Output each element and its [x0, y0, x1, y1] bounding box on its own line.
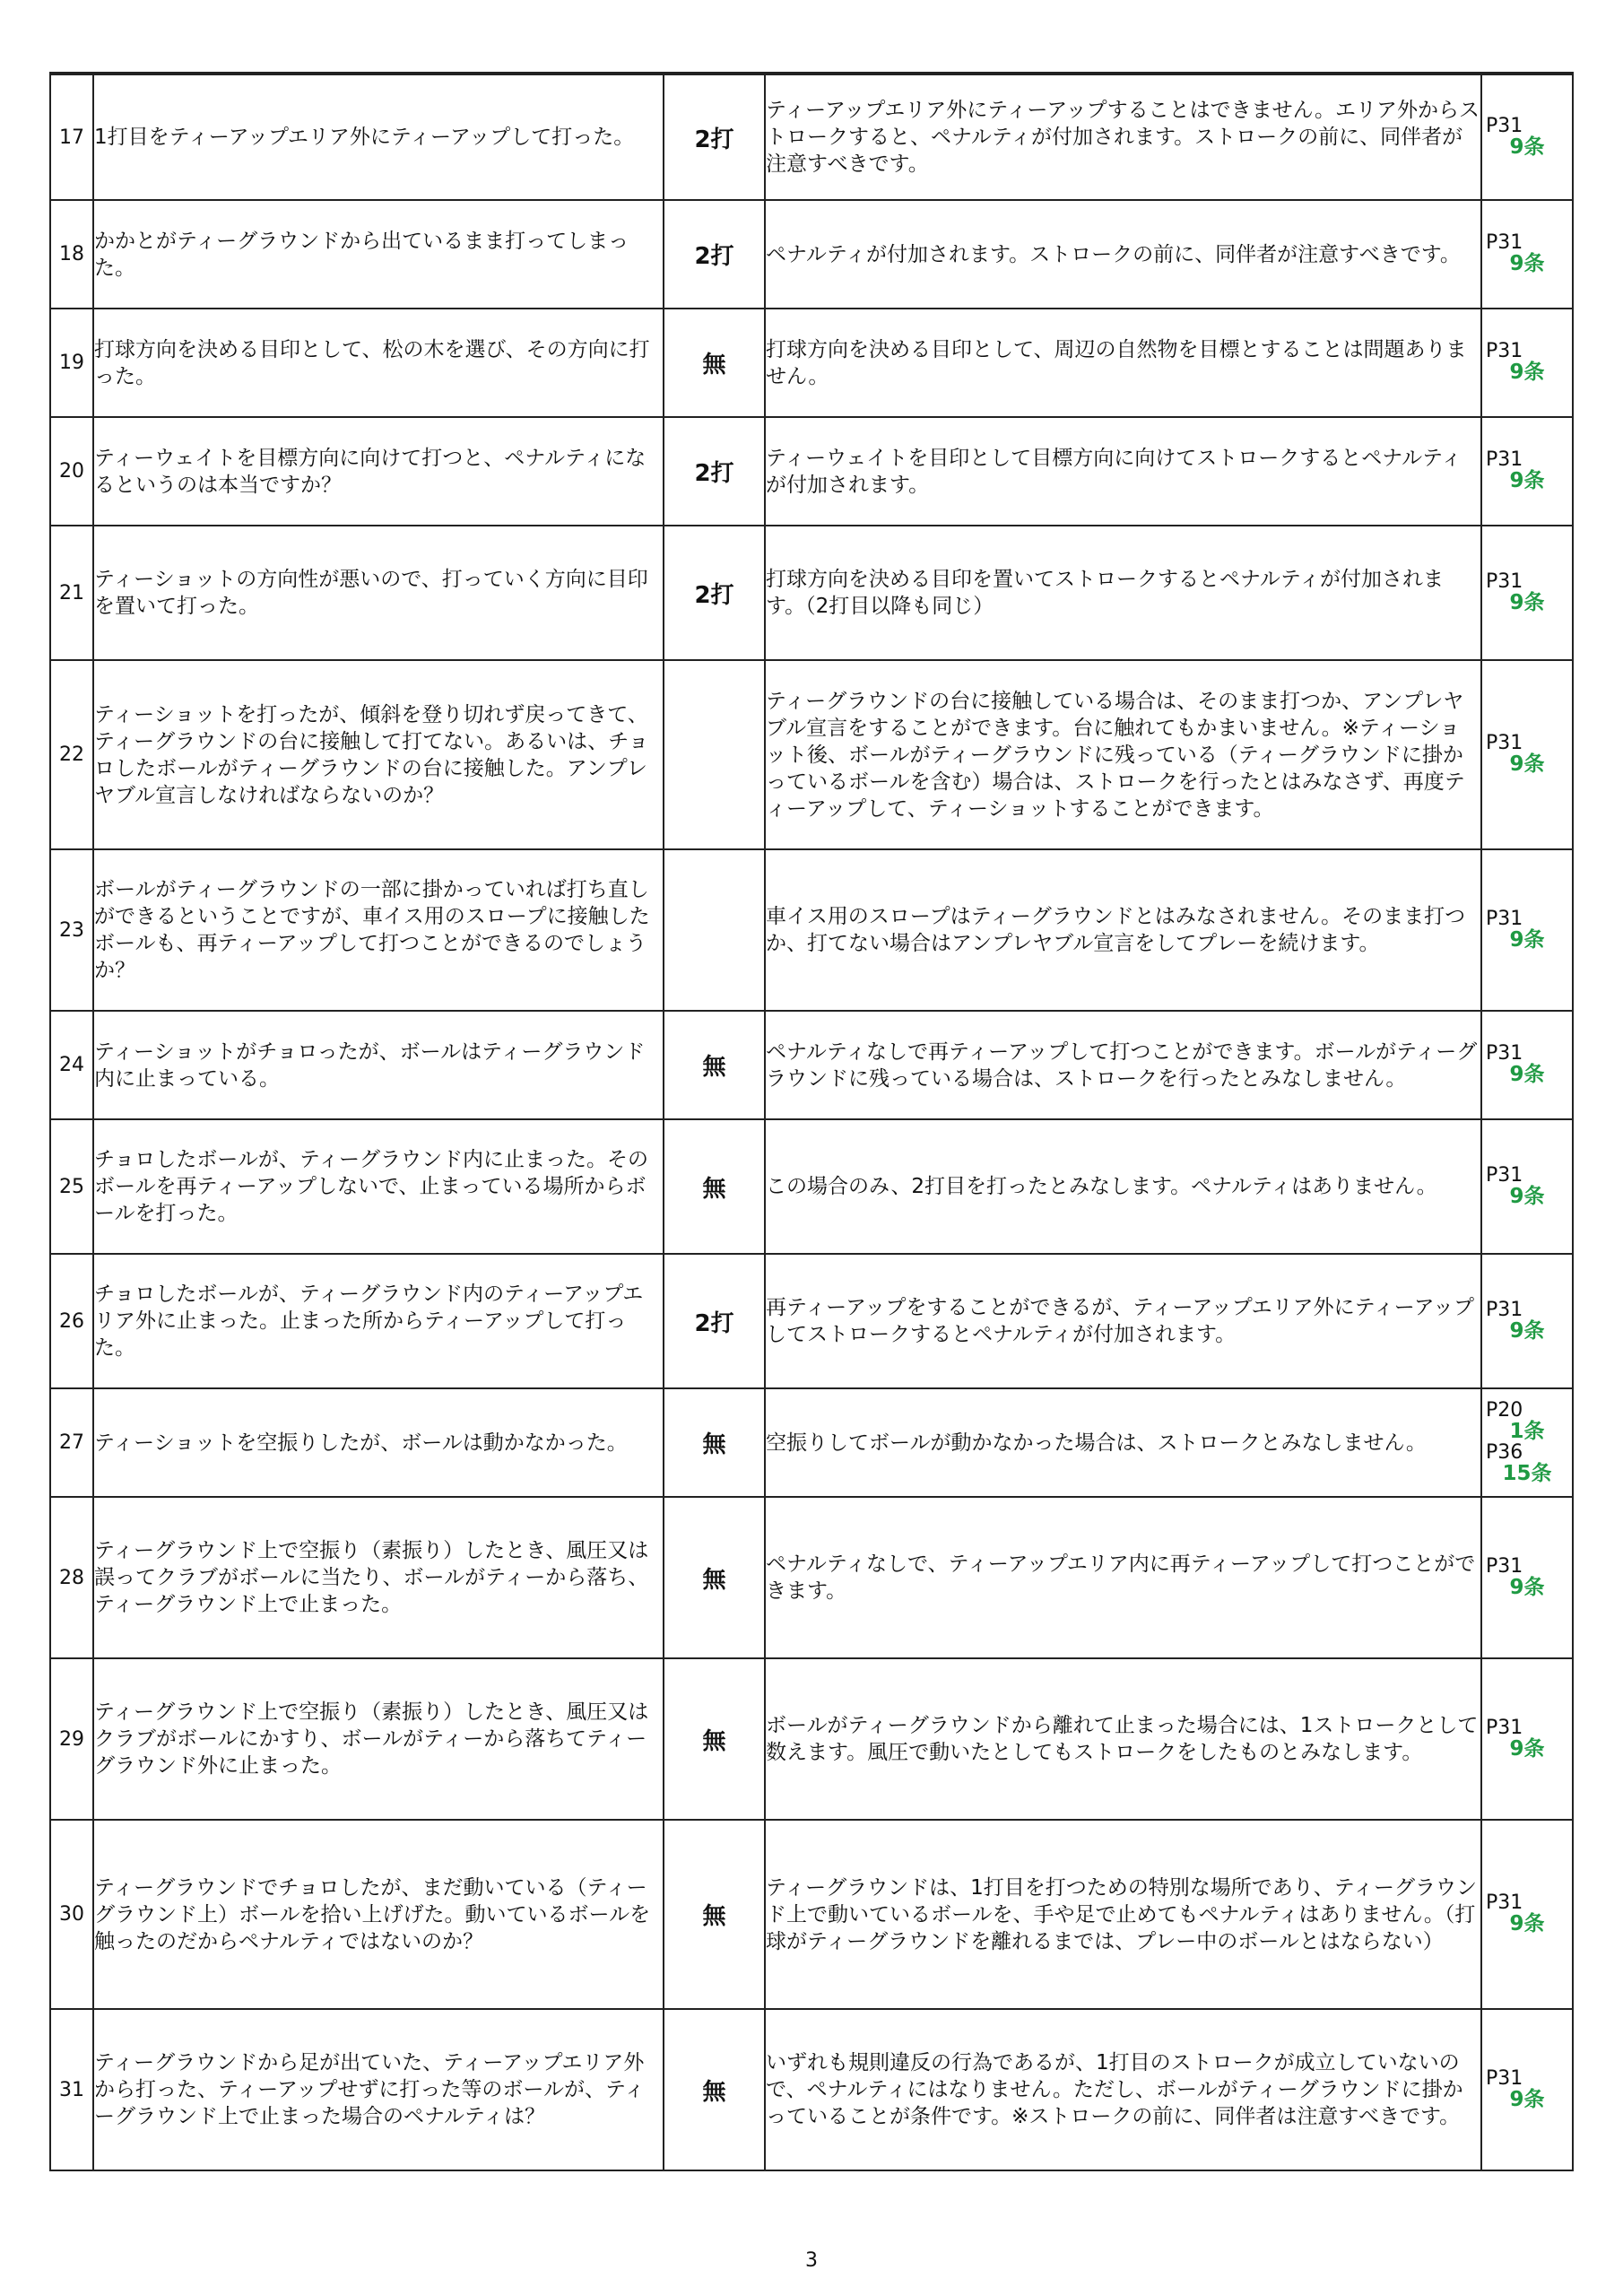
- reference-cell: [1481, 74, 1573, 200]
- reference-article: 9条: [1509, 135, 1545, 159]
- reference-article: 9条: [1509, 2087, 1545, 2111]
- table-row: [50, 1658, 1573, 1820]
- penalty-cell: 無: [664, 309, 765, 417]
- page-number: 3: [805, 2249, 818, 2272]
- question-cell: ティーショットを打ったが、傾斜を登り切れず戻ってきて、ティーグラウンドの台に接触して打てない。あるいは、チョロしたボールがティーグラウンドの台に接触した。アンプレヤブル宣言しなければならないのか？: [93, 660, 664, 849]
- answer-cell: いずれも規則違反の行為であるが、1打目のストロークが成立していないので、ペナルティにはなりません。ただし、ボールがティーグラウンドに掛かっていることが条件です。※ストロークの前に、同伴者は注意すべきです。: [765, 2009, 1481, 2170]
- table-row: [50, 526, 1573, 660]
- row-number: 17: [50, 74, 93, 200]
- reference: [1482, 1398, 1572, 1443]
- reference: [1482, 1440, 1572, 1485]
- reference: [1482, 572, 1572, 614]
- reference-article: 9条: [1509, 1184, 1545, 1208]
- question-cell: 1打目をティーアップエリア外にティーアップして打った。: [93, 74, 664, 200]
- penalty-cell: [664, 849, 765, 1011]
- reference-cell: [1481, 1119, 1573, 1254]
- reference-article: 1条: [1509, 1419, 1545, 1443]
- rules-table: [49, 72, 1574, 2171]
- reference-page: P31: [1486, 570, 1523, 593]
- question-cell: チョロしたボールが、ティーグラウンド内に止まった。そのボールを再ティーアップしないで、止まっている場所からボールを打った。: [93, 1119, 664, 1254]
- answer-cell: ペナルティなしで、ティーアップエリア内に再ティーアップして打つことができます。: [765, 1497, 1481, 1658]
- row-number: 21: [50, 526, 93, 660]
- table-row: [50, 2009, 1573, 2170]
- reference-cell: [1481, 526, 1573, 660]
- row-number: 30: [50, 1820, 93, 2009]
- reference-page: P31: [1486, 114, 1523, 137]
- penalty-cell: 2打: [664, 200, 765, 309]
- table-row: [50, 1011, 1573, 1119]
- reference-article: 9条: [1509, 1063, 1545, 1086]
- answer-cell: 打球方向を決める目印として、周辺の自然物を目標とすることは問題ありません。: [765, 309, 1481, 417]
- reference: [1482, 342, 1572, 384]
- reference-article: 9条: [1509, 469, 1545, 492]
- table-row: [50, 1388, 1573, 1497]
- row-number: 20: [50, 417, 93, 526]
- reference-page: P31: [1486, 1042, 1523, 1065]
- penalty-cell: 2打: [664, 74, 765, 200]
- answer-cell: ペナルティなしで再ティーアップして打つことができます。ボールがティーグラウンドに残っている場合は、ストロークを行ったとみなしません。: [765, 1011, 1481, 1119]
- reference-cell: [1481, 1254, 1573, 1388]
- answer-cell: 車イス用のスロープはティーグラウンドとはみなされません。そのまま打つか、打てない場合はアンプレヤブル宣言をしてプレーを続けます。: [765, 849, 1481, 1011]
- reference-cell: [1481, 1820, 1573, 2009]
- row-number: 22: [50, 660, 93, 849]
- penalty-cell: 無: [664, 1119, 765, 1254]
- reference: [1482, 2066, 1572, 2111]
- reference-page: P31: [1486, 1298, 1523, 1321]
- reference-article: 9条: [1509, 752, 1545, 776]
- question-cell: ティーショットがチョロったが、ボールはティーグラウンド内に止まっている。: [93, 1011, 664, 1119]
- reference-cell: [1481, 200, 1573, 309]
- answer-cell: ティーアップエリア外にティーアップすることはできません。エリア外からストロークすると、ペナルティが付加されます。ストロークの前に、同伴者が注意すべきです。: [765, 74, 1481, 200]
- penalty-cell: 無: [664, 1497, 765, 1658]
- table-row: [50, 309, 1573, 417]
- question-cell: ティーショットを空振りしたが、ボールは動かなかった。: [93, 1388, 664, 1497]
- row-number: 31: [50, 2009, 93, 2170]
- reference-article: 9条: [1509, 1912, 1545, 1935]
- row-number: 24: [50, 1011, 93, 1119]
- reference: [1482, 114, 1572, 159]
- question-cell: ティーショットの方向性が悪いので、打っていく方向に目印を置いて打った。: [93, 526, 664, 660]
- penalty-cell: 2打: [664, 526, 765, 660]
- table-row: [50, 849, 1573, 1011]
- table-row: [50, 1497, 1573, 1658]
- reference-page: P31: [1486, 231, 1523, 254]
- reference-cell: [1481, 1388, 1573, 1497]
- reference: [1482, 1554, 1572, 1599]
- reference-cell: [1481, 1658, 1573, 1820]
- answer-cell: 空振りしてボールが動かなかった場合は、ストロークとみなしません。: [765, 1388, 1481, 1497]
- question-cell: かかとがティーグラウンドから出ているまま打ってしまった。: [93, 200, 664, 309]
- reference-page: P31: [1486, 2066, 1523, 2090]
- reference-page: P20: [1486, 1398, 1523, 1422]
- row-number: 26: [50, 1254, 93, 1388]
- answer-cell: 打球方向を決める目印を置いてストロークするとペナルティが付加されます。（2打目以降も同じ）: [765, 526, 1481, 660]
- row-number: 25: [50, 1119, 93, 1254]
- reference-page: P31: [1486, 732, 1523, 754]
- question-cell: ティーグラウンドでチョロしたが、まだ動いている（ティーグラウンド上）ボールを拾い上げげた。動いているボールを触ったのだからペナルティではないのか？: [93, 1820, 664, 2009]
- question-cell: ボールがティーグラウンドの一部に掛かっていれば打ち直しができるということですが、車イス用のスロープに接触したボールも、再ティーアップして打つことができるのでしょうか？: [93, 849, 664, 1011]
- question-cell: 打球方向を決める目印として、松の木を選び、その方向に打った。: [93, 309, 664, 417]
- penalty-cell: 無: [664, 1820, 765, 2009]
- reference-page: P31: [1486, 1892, 1523, 1914]
- answer-cell: 再ティーアップをすることができるが、ティーアップエリア外にティーアップしてストロークするとペナルティが付加されます。: [765, 1254, 1481, 1388]
- question-cell: ティーウェイトを目標方向に向けて打つと、ペナルティになるというのは本当ですか？: [93, 417, 664, 526]
- reference: [1482, 1718, 1572, 1761]
- reference-page: P31: [1486, 1163, 1523, 1187]
- reference-cell: [1481, 2009, 1573, 2170]
- reference: [1482, 1044, 1572, 1086]
- reference: [1482, 909, 1572, 952]
- penalty-cell: 無: [664, 1388, 765, 1497]
- table-row: [50, 1820, 1573, 2009]
- table-row: [50, 660, 1573, 849]
- reference: [1482, 233, 1572, 275]
- reference-cell: [1481, 309, 1573, 417]
- penalty-cell: 無: [664, 1011, 765, 1119]
- table-row: [50, 200, 1573, 309]
- question-cell: チョロしたボールが、ティーグラウンド内のティーアップエリア外に止まった。止まった所からティーアップして打った。: [93, 1254, 664, 1388]
- reference-page: P31: [1486, 448, 1523, 471]
- penalty-cell: 無: [664, 1658, 765, 1820]
- question-cell: ティーグラウンドから足が出ていた、ティーアップエリア外から打った、ティーアップせずに打った等のボールが、ティーグラウンド上で止まった場合のペナルティは？: [93, 2009, 664, 2170]
- reference-page: P31: [1486, 907, 1523, 930]
- answer-cell: ティーグラウンドは、1打目を打つための特別な場所であり、ティーグラウンド上で動いているボールを、手や足で止めてもペナルティはありません。（打球がティーグラウンドを離れるまでは、プレー中のボールとはならない）: [765, 1820, 1481, 2009]
- reference: [1482, 450, 1572, 492]
- table-row: [50, 74, 1573, 200]
- reference-cell: [1481, 1497, 1573, 1658]
- table-row: [50, 417, 1573, 526]
- question-cell: ティーグラウンド上で空振り（素振り）したとき、風圧又はクラブがボールにかすり、ボールがティーから落ちてティーグラウンド外に止まった。: [93, 1658, 664, 1820]
- reference-article: 9条: [1509, 252, 1545, 275]
- table-row: [50, 1254, 1573, 1388]
- reference-page: P31: [1486, 1554, 1523, 1578]
- row-number: 19: [50, 309, 93, 417]
- question-cell: ティーグラウンド上で空振り（素振り）したとき、風圧又は誤ってクラブがボールに当たり、ボールがティーから落ち、ティーグラウンド上で止まった。: [93, 1497, 664, 1658]
- rules-table-body: [50, 73, 1573, 2170]
- reference-cell: [1481, 1011, 1573, 1119]
- reference-article: 9条: [1509, 927, 1545, 952]
- reference-page: P31: [1486, 1716, 1523, 1739]
- row-number: 27: [50, 1388, 93, 1497]
- reference-cell: [1481, 417, 1573, 526]
- penalty-cell: 2打: [664, 1254, 765, 1388]
- answer-cell: この場合のみ、2打目を打ったとみなします。ペナルティはありません。: [765, 1119, 1481, 1254]
- reference-article: 15条: [1502, 1461, 1552, 1485]
- row-number: 29: [50, 1658, 93, 1820]
- reference-cell: [1481, 849, 1573, 1011]
- reference-page: P36: [1486, 1440, 1523, 1464]
- row-number: 28: [50, 1497, 93, 1658]
- answer-cell: ティーウェイトを目印として目標方向に向けてストロークするとペナルティが付加されます。: [765, 417, 1481, 526]
- reference-article: 9条: [1509, 1575, 1545, 1599]
- row-number: 18: [50, 200, 93, 309]
- answer-cell: ボールがティーグラウンドから離れて止まった場合には、1ストロークとして数えます。風圧で動いたとしてもストロークをしたものとみなします。: [765, 1658, 1481, 1820]
- reference-article: 9条: [1509, 1318, 1545, 1343]
- reference: [1482, 1893, 1572, 1935]
- penalty-cell: 無: [664, 2009, 765, 2170]
- reference-article: 9条: [1509, 361, 1545, 384]
- row-number: 23: [50, 849, 93, 1011]
- reference: [1482, 734, 1572, 776]
- reference-page: P31: [1486, 340, 1523, 362]
- reference-cell: [1481, 660, 1573, 849]
- reference-article: 9条: [1509, 590, 1545, 614]
- reference: [1482, 1300, 1572, 1343]
- answer-cell: ティーグラウンドの台に接触している場合は、そのまま打つか、アンプレヤブル宣言をすることができます。台に触れてもかまいません。※ティーショット後、ボールがティーグラウンドに残っている（ティーグラウンドに掛かっているボールを含む）場合は、ストロークを行ったとはみなさず、再度ティーアップして、ティーショットすることができます。: [765, 660, 1481, 849]
- penalty-cell: 2打: [664, 417, 765, 526]
- penalty-cell: [664, 660, 765, 849]
- answer-cell: ペナルティが付加されます。ストロークの前に、同伴者が注意すべきです。: [765, 200, 1481, 309]
- reference-article: 9条: [1509, 1736, 1545, 1761]
- reference: [1482, 1163, 1572, 1208]
- table-row: [50, 1119, 1573, 1254]
